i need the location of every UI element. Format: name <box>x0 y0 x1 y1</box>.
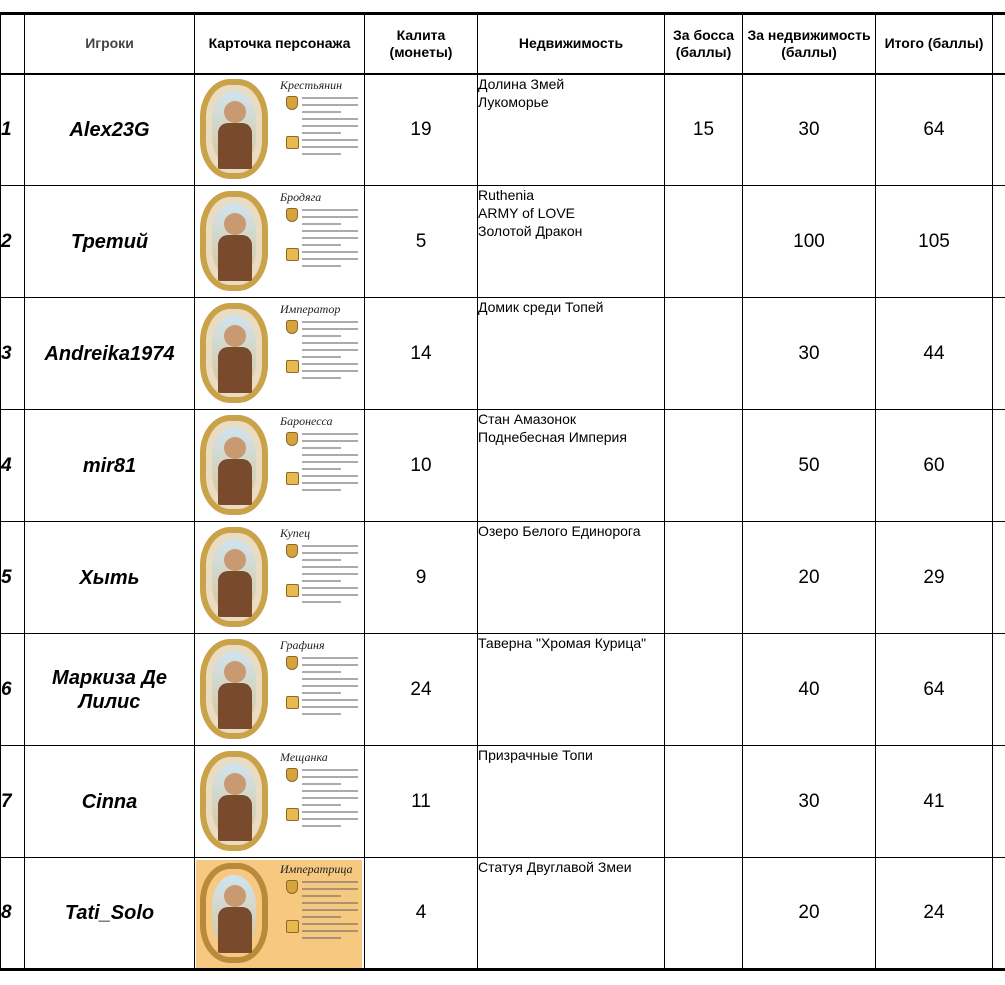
boss-points-cell[interactable] <box>665 186 743 298</box>
total-points-cell[interactable]: 24 <box>876 858 993 970</box>
shield-icon <box>286 96 298 110</box>
header-boss[interactable]: За босса (баллы) <box>665 14 743 74</box>
boss-points-cell[interactable] <box>665 298 743 410</box>
character-card-title: Графиня <box>280 638 325 652</box>
character-card-image <box>196 412 362 520</box>
character-card-title: Крестьянин <box>280 78 343 93</box>
table-row <box>1 634 1005 746</box>
character-card-cell[interactable] <box>195 858 365 970</box>
player-name-cell[interactable]: Маркиза Де Лилис <box>25 634 195 746</box>
realty-item: Стан Амазонок <box>478 411 577 427</box>
purse-cell[interactable]: 10 <box>365 410 478 522</box>
portrait-frame <box>200 191 268 291</box>
character-card-title: Баронесса <box>280 414 333 428</box>
realty-item: Статуя Двуглавой Змеи <box>478 859 632 875</box>
total-points-cell[interactable]: 44 <box>876 298 993 410</box>
extra-cell[interactable] <box>993 858 1005 970</box>
boss-points-cell[interactable] <box>665 410 743 522</box>
card-rules-text <box>302 766 358 832</box>
shield-icon <box>286 432 298 446</box>
character-card-title: Императрица <box>280 861 353 876</box>
realty-item: Таверна "Хромая Курица" <box>478 635 647 651</box>
character-card-cell[interactable] <box>195 74 365 186</box>
row-index-cell[interactable]: 7 <box>1 746 25 858</box>
realty-cell[interactable] <box>478 74 665 186</box>
portrait-frame <box>200 527 268 627</box>
character-card-title: Император <box>280 302 341 316</box>
table-row <box>1 410 1005 522</box>
player-name-cell[interactable]: Andreika1974 <box>25 298 195 410</box>
realty-cell[interactable] <box>478 410 665 522</box>
card-rules-text <box>302 878 358 944</box>
card-rules-text <box>302 318 358 384</box>
portrait-frame <box>200 863 268 963</box>
extra-cell[interactable] <box>993 746 1005 858</box>
realty-points-cell[interactable]: 40 <box>743 634 876 746</box>
header-total[interactable]: Итого (баллы) <box>876 14 993 74</box>
realty-item: Призрачные Топи <box>478 747 593 763</box>
table-row <box>1 298 1005 410</box>
player-name-cell[interactable]: Alex23G <box>25 74 195 186</box>
extra-cell[interactable] <box>993 74 1005 186</box>
card-rules-text <box>302 94 358 160</box>
realty-points-cell[interactable]: 20 <box>743 522 876 634</box>
header-extra[interactable] <box>993 14 1005 74</box>
header-card[interactable]: Карточка персонажа <box>195 14 365 74</box>
dice-icon <box>286 472 299 485</box>
row-index-cell[interactable]: 2 <box>1 186 25 298</box>
realty-points-cell[interactable]: 30 <box>743 74 876 186</box>
shield-icon <box>286 320 298 334</box>
table-row <box>1 858 1005 970</box>
dice-icon <box>286 248 299 261</box>
realty-points-cell[interactable]: 50 <box>743 410 876 522</box>
realty-item: Золотой Дракон <box>478 223 583 239</box>
portrait-frame <box>200 415 268 515</box>
purse-cell[interactable]: 11 <box>365 746 478 858</box>
purse-cell[interactable]: 9 <box>365 522 478 634</box>
row-index-cell[interactable]: 5 <box>1 522 25 634</box>
total-points-cell[interactable]: 41 <box>876 746 993 858</box>
shield-icon <box>286 208 298 222</box>
realty-cell[interactable] <box>478 298 665 410</box>
dice-icon <box>286 920 299 933</box>
extra-cell[interactable] <box>993 298 1005 410</box>
character-card-image <box>196 860 362 968</box>
realty-item: Домик среди Топей <box>478 299 604 315</box>
extra-cell[interactable] <box>993 522 1005 634</box>
total-points-cell[interactable]: 60 <box>876 410 993 522</box>
shield-icon <box>286 768 298 782</box>
player-name-cell[interactable]: Tati_Solo <box>25 858 195 970</box>
total-points-cell[interactable]: 105 <box>876 186 993 298</box>
table-row <box>1 746 1005 858</box>
boss-points-cell[interactable] <box>665 522 743 634</box>
dice-icon <box>286 360 299 373</box>
dice-icon <box>286 136 299 149</box>
player-name-cell[interactable]: Третий <box>25 186 195 298</box>
character-card-image <box>196 636 362 744</box>
total-points-cell[interactable]: 29 <box>876 522 993 634</box>
realty-points-cell[interactable]: 100 <box>743 186 876 298</box>
character-card-image <box>196 524 362 632</box>
row-index-cell[interactable]: 4 <box>1 410 25 522</box>
dice-icon <box>286 808 299 821</box>
character-card-cell[interactable] <box>195 410 365 522</box>
purse-cell[interactable]: 19 <box>365 74 478 186</box>
portrait-frame <box>200 303 268 403</box>
realty-item: Лукоморье <box>478 93 549 110</box>
row-index-cell[interactable]: 1 <box>1 74 25 186</box>
shield-icon <box>286 656 298 670</box>
header-realty[interactable]: Недвижимость <box>478 14 665 74</box>
card-rules-text <box>302 430 358 496</box>
shield-icon <box>286 880 298 894</box>
table-row <box>1 522 1005 634</box>
character-card-image <box>196 76 362 184</box>
character-card-title: Бродяга <box>280 190 322 204</box>
purse-cell[interactable]: 24 <box>365 634 478 746</box>
character-card-cell[interactable] <box>195 186 365 298</box>
shield-icon <box>286 544 298 558</box>
character-card-title: Купец <box>280 526 311 540</box>
realty-item: Ruthenia <box>478 187 535 203</box>
realty-points-cell[interactable]: 30 <box>743 298 876 410</box>
table-row <box>1 186 1005 298</box>
character-card-cell[interactable] <box>195 746 365 858</box>
header-purse[interactable]: Калита (монеты) <box>365 14 478 74</box>
total-points-cell[interactable]: 64 <box>876 74 993 186</box>
player-name-cell[interactable]: Cinna <box>25 746 195 858</box>
boss-points-cell[interactable] <box>665 634 743 746</box>
header-index[interactable] <box>1 14 25 74</box>
dice-icon <box>286 696 299 709</box>
header-players[interactable]: Игроки <box>25 14 195 74</box>
row-index-cell[interactable]: 3 <box>1 298 25 410</box>
row-index-cell[interactable]: 6 <box>1 634 25 746</box>
realty-item: Озеро Белого Единорога <box>478 523 641 539</box>
purse-cell[interactable]: 5 <box>365 186 478 298</box>
realty-cell[interactable] <box>478 858 665 970</box>
character-card-image <box>196 748 362 856</box>
portrait-frame <box>200 751 268 851</box>
realty-points-cell[interactable]: 30 <box>743 746 876 858</box>
boss-points-cell[interactable] <box>665 858 743 970</box>
realty-cell[interactable] <box>478 522 665 634</box>
total-points-cell[interactable]: 64 <box>876 634 993 746</box>
realty-cell[interactable] <box>478 634 665 746</box>
realty-item: ARMY of LOVE <box>478 205 576 221</box>
header-row <box>1 14 1005 74</box>
boss-points-cell[interactable] <box>665 746 743 858</box>
realty-item: Поднебесная Империя <box>478 429 627 445</box>
extra-cell[interactable] <box>993 410 1005 522</box>
portrait-frame <box>200 639 268 739</box>
header-realty-points[interactable]: За недвижимость (баллы) <box>743 14 876 74</box>
row-index-cell[interactable]: 8 <box>1 858 25 970</box>
card-rules-text <box>302 206 358 272</box>
spreadsheet-table <box>0 12 1005 971</box>
table-row <box>1 74 1005 186</box>
character-card-cell[interactable] <box>195 634 365 746</box>
character-card-title: Мещанка <box>280 750 328 764</box>
portrait-frame <box>200 79 268 179</box>
card-rules-text <box>302 654 358 720</box>
player-name-cell[interactable]: mir81 <box>25 410 195 522</box>
purse-cell[interactable]: 4 <box>365 858 478 970</box>
realty-item: Долина Змей <box>478 75 565 92</box>
realty-cell[interactable] <box>478 186 665 298</box>
character-card-image <box>196 300 362 408</box>
dice-icon <box>286 584 299 597</box>
extra-cell[interactable] <box>993 186 1005 298</box>
extra-cell[interactable] <box>993 634 1005 746</box>
realty-points-cell[interactable]: 20 <box>743 858 876 970</box>
player-name-cell[interactable]: Хыть <box>25 522 195 634</box>
boss-points-cell[interactable]: 15 <box>665 74 743 186</box>
character-card-cell[interactable] <box>195 298 365 410</box>
character-card-image <box>196 188 362 296</box>
card-rules-text <box>302 542 358 608</box>
purse-cell[interactable]: 14 <box>365 298 478 410</box>
realty-cell[interactable] <box>478 746 665 858</box>
character-card-cell[interactable] <box>195 522 365 634</box>
